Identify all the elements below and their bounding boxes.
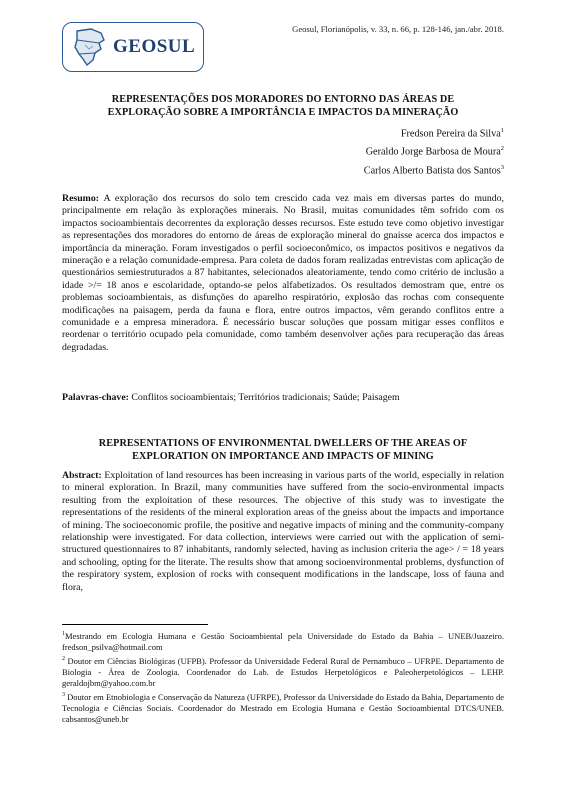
portuguese-title-line-1: REPRESENTAÇÕES DOS MORADORES DO ENTORNO DAS ÁREAS DE [111, 94, 455, 105]
resumo-paragraph [62, 193, 504, 354]
author-footnote-marker: 1 [500, 127, 504, 134]
abstract-paragraph [62, 470, 504, 594]
footnote-marker: 3 [62, 692, 65, 699]
palavras-chave [62, 392, 400, 404]
author [364, 123, 504, 141]
journal-citation: Geosul, Florianópolis, v. 33, n. 66, p. 128-146, jan./abr. 2018. [292, 24, 504, 34]
portuguese-title [62, 93, 504, 119]
geosul-logo [62, 22, 204, 72]
footnote [62, 654, 504, 689]
footnotes [62, 629, 504, 726]
english-title-line-1: REPRESENTATIONS OF ENVIRONMENTAL DWELLERS OF THE AREAS OF [98, 438, 468, 449]
author-name: Carlos Alberto Batista dos Santos [363, 165, 501, 177]
author-footnote-marker: 2 [500, 145, 504, 153]
footnote-text: Mestrando em Ecologia Humana e Gestão Socioambiental pela Universidade do Estado da Bahia – UNEB/Juazeiro. fredson_psilva@hotmail.com [62, 630, 504, 652]
abstract-label: Abstract: [62, 470, 102, 481]
english-title [62, 437, 504, 463]
author [364, 141, 504, 159]
logo-text: GEOSUL [113, 36, 196, 57]
author-list [364, 123, 504, 178]
south-brazil-map-icon [71, 27, 107, 67]
footnote-text: Doutor em Etnobiologia e Conservação da Natureza (UFRPE), Professor da Universidade do Estado da Bahia, Departamento de Tecnologia e Ciências Sociais. Coordenador do Mestrado em Ecologia Humana e Gestão Socioambiental DTCS/UNEB. cabsantos@uneb.br [62, 691, 504, 725]
author-name: Geraldo Jorge Barbosa de Moura [365, 146, 501, 158]
footnote-marker: 2 [62, 656, 65, 663]
resumo-text: A exploração dos recursos do solo tem crescido cada vez mais em diversas partes do mundo, principalmente em relação às explorações minerais. No Brasil, muitas comunidades têm sofrido com os impactos socioambientais decorrentes da exploração desses recursos. Este estudo teve como objetivo investigar as representações dos moradores do entorno de áreas de exploração mineral do gnaisse acerca dos impactos e importância da mineração. Foram investigados o perfil socioeconômico, os impactos positivos e negativos da mineração e a relação comunidade-empresa. Para coleta de dados foram realizadas entrevistas com aplicação de questionários semiestruturados a 87 habitantes, selecionados aleatoriamente, tendo como critério de inclusão a idade >/= 18 anos e escolaridade, optando-se pelos alfabetizados. Os resultados demostram que, entre os problemas socioambientais, as disfunções do aparelho respiratório, explosão das rochas com consequente modificações na paisagem, perda da fauna e flora, entre outros impactos, vêm gerando conflitos entre a comunidade e a empresa mineradora. É necessário buscar soluções que possam mitigar esses conflitos e reordenar o território ocupado pela comunidade, como também desenvolver ações para recuperação das áreas degradadas. [62, 193, 504, 353]
footnote [62, 690, 504, 725]
footnote-divider [62, 624, 208, 625]
abstract-text: Exploitation of land resources has been increasing in various parts of the world, especially in relation to mineral exploration. In Brazil, many communities have suffered from the socio-environmental impacts resulting from the exploitation of these resources. The objective of this study was to investigate the representations of the residents of the mineral exploration areas of the gneiss about the impacts and importance of mining. The socioeconomic profile, the positive and negative impacts of mining and the community-company relationship were investigated. For data collection, interviews were carried out with the application of semi-structured questionnaires to 87 inhabitants, randomly selected, having as inclusion criteria the age> / = 18 years and schooling, opting for the literate. The results show that among socioenvironmental problems, dysfunction of the respiratory system, explosion of rocks with consequent modifications in the landscape, loss of fauna and flora, [62, 470, 505, 593]
resumo-label: Resumo: [62, 193, 100, 204]
palavras-chave-text: Conflitos socioambientais; Territórios tradicionais; Saúde; Paisagem [131, 392, 400, 403]
portuguese-title-line-2: EXPLORAÇÃO SOBRE A IMPORTÂNCIA E IMPACTOS DA MINERAÇÃO [107, 107, 459, 118]
author [364, 160, 504, 178]
footnote-marker: 1 [62, 631, 65, 637]
footnote-text: Doutor em Ciências Biológicas (UFPB). Professor da Universidade Federal Rural de Pernambuco – UFRPE. Departamento de Biologia - Área de Zoologia. Coordenador do Lab. de Estudos Herpetológicos e Paleoherpetológicos – LEHP. geraldojbm@yahoo.com.br [62, 655, 504, 689]
footnote [62, 629, 504, 653]
author-footnote-marker: 3 [500, 163, 504, 171]
author-name: Fredson Pereira da Silva [400, 128, 501, 140]
english-title-line-2: EXPLORATION ON IMPORTANCE AND IMPACTS OF MINING [132, 451, 434, 462]
palavras-chave-label: Palavras-chave: [62, 392, 129, 403]
